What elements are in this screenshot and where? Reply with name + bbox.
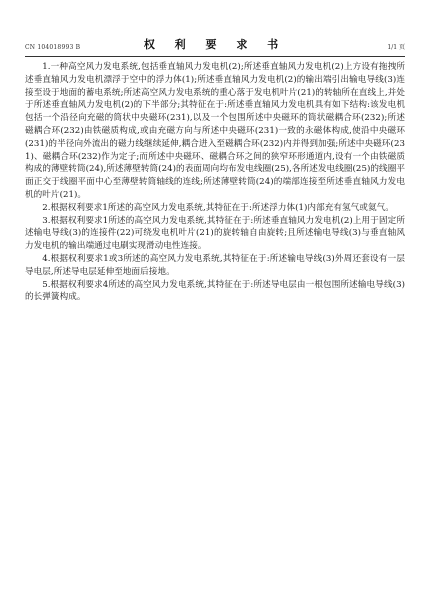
page-header (25, 34, 405, 57)
claims-body (25, 61, 405, 304)
claim-5: 5.根据权利要求4所述的高空风力发电系统,其特征在于:所述导电层由一根包围所述输电导线(3)的长弹簧构成。 (25, 279, 405, 303)
claim-2: 2.根据权利要求1所述的高空风力发电系统,其特征在于:所述浮力体(1)内部充有氢气或氦气。 (42, 202, 394, 213)
page-number: 1/1 页 (387, 44, 405, 51)
claim-1: 1.一种高空风力发电系统,包括垂直轴风力发电机(2);所述垂直轴风力发电机(2)上方设有拖拽所述垂直轴风力发电机漂浮于空中的浮力体(1);所述垂直轴风力发电机(2)的输出端引出输电导线(3)连接至设于地面的蓄电系统;所述高空风力发电系统的重心落于发电机叶片(21)的转轴所在直线上,并处于所述垂直轴风力发电机(2)的下半部分;其特征在于:所述垂直轴风力发电机具有如下结构:该发电机包括一个沿径向充磁的筒状中央磁环(231),以及一个包围所述中央磁环的筒状磁耦合环(232);所述磁耦合环(232)由铁磁质构成,或由充磁方向与所述中央磁环(231)一致的永磁体构成,使沿中央磁环(231)的半径向外流出的磁力线继续延伸,耦合进入至磁耦合环(232)内并得到加强;所述中央磁环(231)、磁耦合环(232)作为定子;而所述中央磁环、磁耦合环之间的狭窄环形通道内,设有一个由铁磁质构成的薄壁转筒(24),所述薄壁转筒(24)的表面周向均布发电线圈(25),各所述发电线圈(25)的线圈平面正交于线圈平面中心至薄壁转筒轴线的连线;所述薄壁转筒(24)的端部连接至所述垂直轴风力发电机的叶片(21)。 (25, 62, 405, 200)
patent-number: CN 104018993 B (25, 44, 81, 51)
claim-4: 4.根据权利要求1或3所述的高空风力发电系统,其特征在于:所述输电导线(3)外周还套设有一层导电层,所述导电层延伸至地面后接地。 (25, 253, 405, 277)
document-title: 权 利 要 求 书 (143, 38, 287, 51)
claim-3: 3.根据权利要求1所述的高空风力发电系统,其特征在于:所述垂直轴风力发电机(2)上用于固定所述输电导线(3)的连接件(22)可绕发电机叶片(21)的旋转轴自由旋转;且所述输电导线(3)与垂直轴风力发电机的输出端通过电刷实现滑动电性连接。 (25, 215, 405, 252)
